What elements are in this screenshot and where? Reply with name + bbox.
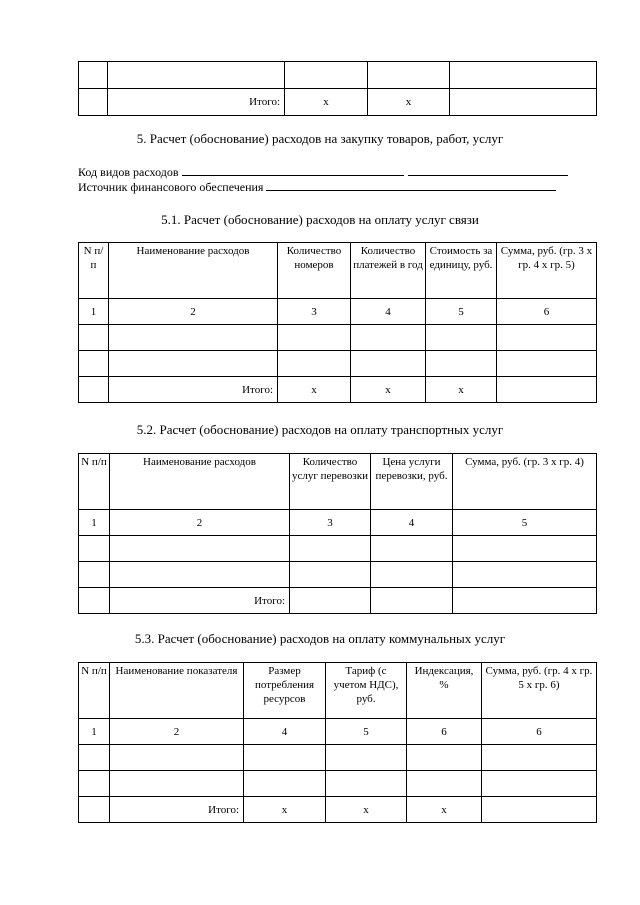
header-cell: Количество услуг перевозки	[290, 454, 371, 510]
table-cell	[109, 325, 278, 351]
table-row	[79, 351, 597, 377]
header-cell: Наименование расходов	[110, 454, 290, 510]
table-cell	[79, 536, 110, 562]
table-cell	[79, 588, 110, 614]
column-number: 4	[371, 510, 453, 536]
header-cell: N п/п	[79, 663, 110, 719]
total-label: Итого:	[108, 89, 285, 116]
column-number: 2	[110, 510, 290, 536]
table-cell	[79, 62, 108, 89]
section52-title: 5.2. Расчет (обоснование) расходов на оплату транспортных услуг	[136, 422, 504, 437]
table-cell	[453, 588, 597, 614]
table-cell	[79, 325, 109, 351]
column-number: 4	[351, 299, 426, 325]
table-cell	[497, 377, 597, 403]
expense-code-line-2	[408, 165, 568, 176]
header-cell: N п/п	[79, 454, 110, 510]
header-cell: Сумма, руб. (гр. 4 x гр. 5 x гр. 6)	[482, 663, 597, 719]
total-x-cell: x	[326, 797, 407, 823]
section51-title: 5.1. Расчет (обоснование) расходов на оплату услуг связи	[161, 212, 479, 227]
table-cell	[450, 89, 597, 116]
table-row	[79, 745, 597, 771]
table-cell	[79, 745, 110, 771]
total-x-cell: x	[368, 89, 450, 116]
section53-title: 5.3. Расчет (обоснование) расходов на оплату коммунальных услуг	[134, 631, 506, 646]
transport-services-table	[78, 453, 597, 614]
table-cell	[426, 351, 497, 377]
table-cell	[110, 562, 290, 588]
header-cell: Сумма, руб. (гр. 3 x гр. 4)	[453, 454, 597, 510]
total-row	[79, 797, 597, 823]
table-cell	[450, 62, 597, 89]
funding-source-line	[266, 180, 556, 191]
table-cell	[108, 62, 285, 89]
table-cell	[407, 771, 482, 797]
column-number: 1	[79, 719, 110, 745]
table-cell	[110, 536, 290, 562]
table-cell	[368, 62, 450, 89]
expense-code-label: Код видов расходов	[78, 165, 179, 179]
table-cell	[110, 771, 244, 797]
column-number: 5	[426, 299, 497, 325]
header-row	[79, 243, 597, 299]
column-number: 6	[482, 719, 597, 745]
total-x-cell: x	[244, 797, 326, 823]
table-cell	[326, 745, 407, 771]
communication-services-table	[78, 242, 597, 403]
table-cell	[497, 351, 597, 377]
header-cell: Индексация, %	[407, 663, 482, 719]
header-cell: Количество номеров	[278, 243, 351, 299]
column-number: 4	[244, 719, 326, 745]
table-cell	[79, 351, 109, 377]
total-label: Итого:	[110, 797, 244, 823]
funding-source-field	[78, 180, 556, 195]
column-number: 1	[79, 510, 110, 536]
total-row	[79, 89, 597, 116]
table-cell	[453, 536, 597, 562]
total-x-cell: x	[426, 377, 497, 403]
table-row	[79, 562, 597, 588]
total-label: Итого:	[110, 588, 290, 614]
top-table	[78, 61, 597, 116]
column-number-row	[79, 299, 597, 325]
table-cell	[285, 62, 368, 89]
header-cell: Цена услуги перевозки, руб.	[371, 454, 453, 510]
table-cell	[290, 588, 371, 614]
table-cell	[278, 325, 351, 351]
total-row	[79, 377, 597, 403]
header-row	[79, 663, 597, 719]
column-number: 1	[79, 299, 109, 325]
header-cell: Сумма, руб. (гр. 3 x гр. 4 x гр. 5)	[497, 243, 597, 299]
total-x-cell: x	[278, 377, 351, 403]
column-number: 2	[109, 299, 278, 325]
header-cell: Размер потребления ресурсов	[244, 663, 326, 719]
column-number: 3	[278, 299, 351, 325]
column-number: 3	[290, 510, 371, 536]
total-row	[79, 588, 597, 614]
table-cell	[407, 745, 482, 771]
table-cell	[482, 745, 597, 771]
header-cell: Тариф (с учетом НДС), руб.	[326, 663, 407, 719]
table-cell	[371, 536, 453, 562]
table-cell	[278, 351, 351, 377]
total-x-cell: x	[285, 89, 368, 116]
table-row	[79, 771, 597, 797]
table-cell	[109, 351, 278, 377]
table-cell	[79, 797, 110, 823]
header-cell: Наименование расходов	[109, 243, 278, 299]
table-cell	[79, 377, 109, 403]
column-number: 6	[407, 719, 482, 745]
table-cell	[453, 562, 597, 588]
table-cell	[290, 536, 371, 562]
table-cell	[110, 745, 244, 771]
header-cell: Количество платежей в год	[351, 243, 426, 299]
total-x-cell: x	[407, 797, 482, 823]
table-row	[79, 325, 597, 351]
table-cell	[426, 325, 497, 351]
table-cell	[351, 351, 426, 377]
expense-code-line-1	[182, 165, 404, 176]
table-cell	[371, 562, 453, 588]
table-cell	[244, 745, 326, 771]
table-cell	[79, 89, 108, 116]
column-number: 5	[453, 510, 597, 536]
column-number: 2	[110, 719, 244, 745]
funding-source-label: Источник финансового обеспечения	[78, 180, 264, 194]
table-cell	[351, 325, 426, 351]
table-cell	[497, 325, 597, 351]
column-number-row	[79, 719, 597, 745]
table-row	[79, 536, 597, 562]
total-x-cell: x	[351, 377, 426, 403]
utility-services-table	[78, 662, 597, 823]
header-cell: Стоимость за единицу, руб.	[426, 243, 497, 299]
section5-title: 5. Расчет (обоснование) расходов на закупку товаров, работ, услуг	[136, 131, 504, 146]
table-cell	[371, 588, 453, 614]
total-label: Итого:	[109, 377, 278, 403]
table-cell	[326, 771, 407, 797]
table-row	[79, 62, 597, 89]
header-cell: N п/п	[79, 243, 109, 299]
table-cell	[482, 771, 597, 797]
table-cell	[79, 771, 110, 797]
table-cell	[482, 797, 597, 823]
header-row	[79, 454, 597, 510]
expense-code-field	[78, 165, 568, 180]
header-cell: Наименование показателя	[110, 663, 244, 719]
column-number-row	[79, 510, 597, 536]
column-number: 6	[497, 299, 597, 325]
column-number: 5	[326, 719, 407, 745]
table-cell	[79, 562, 110, 588]
table-cell	[244, 771, 326, 797]
table-cell	[290, 562, 371, 588]
